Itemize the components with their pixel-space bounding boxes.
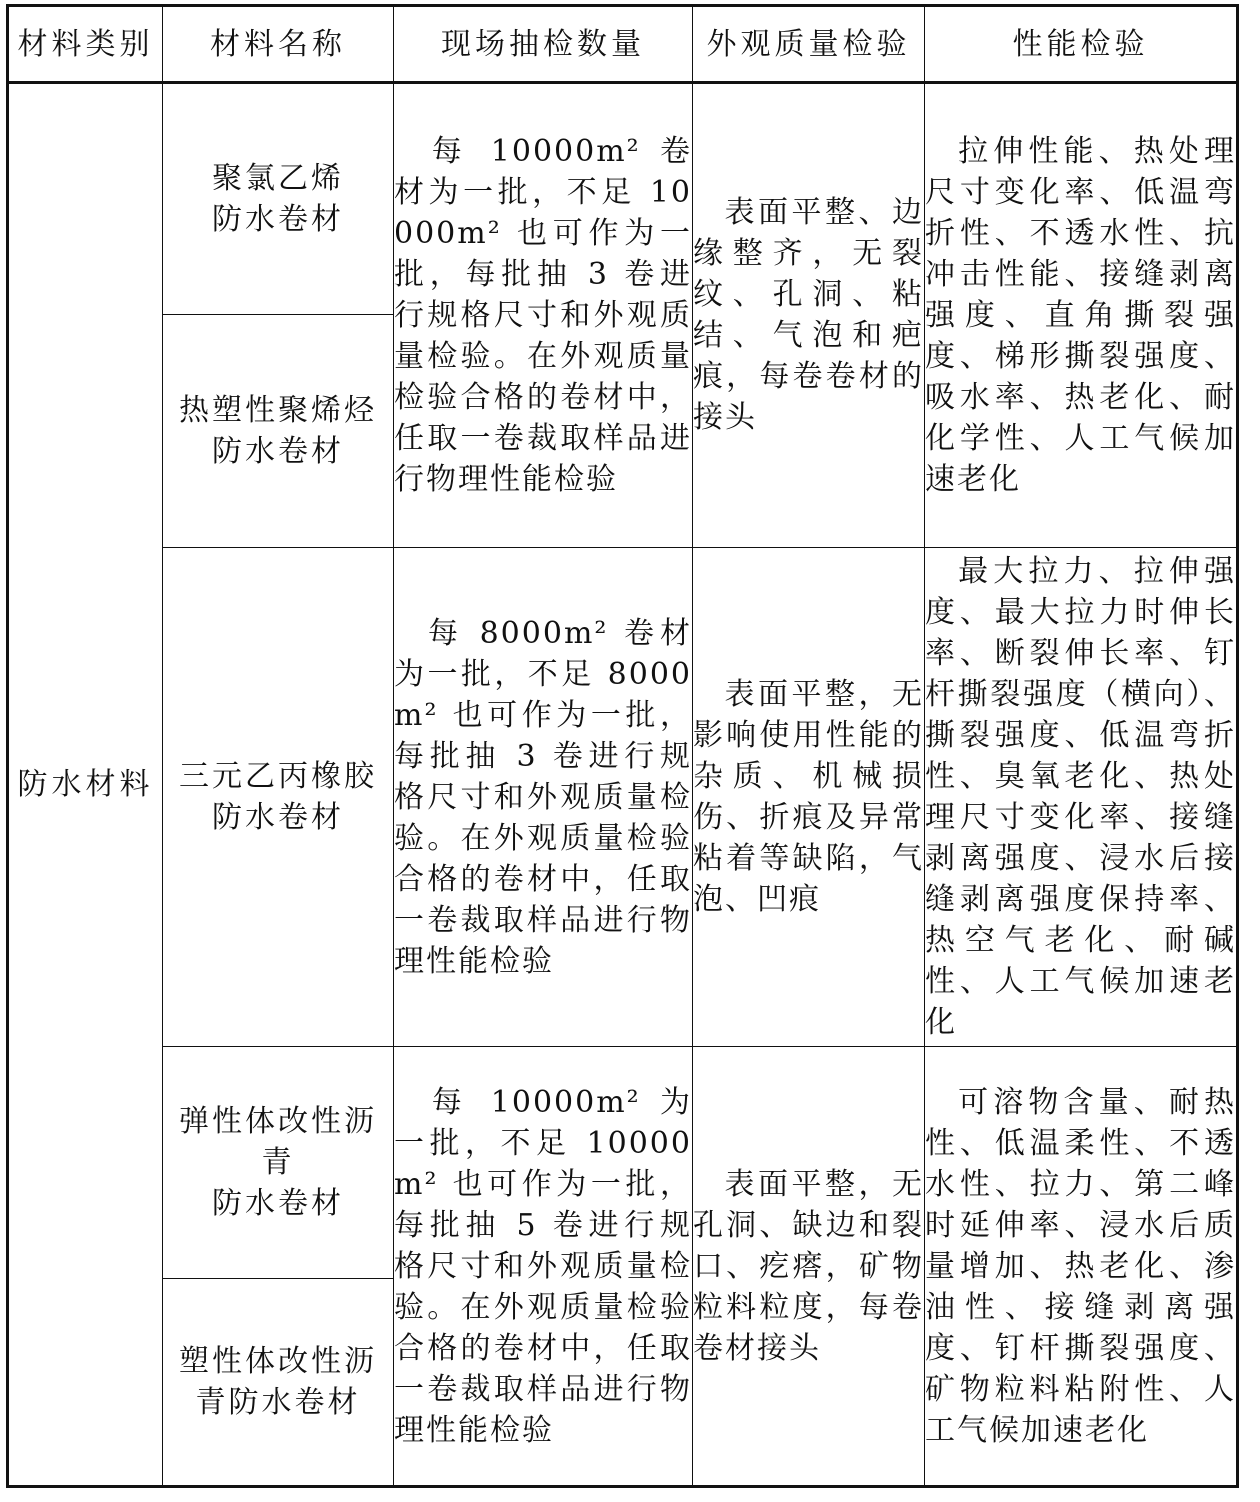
- sampling-text: 每 8000m² 卷材为一批，不足 8000m² 也可作为一批，每批抽 3 卷进行规格尺寸和外观质量检验。在外观质量检验合格的卷材中，任取一卷裁取样品进行物理性能检验: [394, 615, 692, 979]
- header-material-name: 材料名称: [163, 6, 394, 83]
- appearance-text: 表面平整、边缘整齐，无裂纹、孔洞、粘结、气泡和疤痕，每卷卷材的接头: [693, 195, 924, 436]
- header-performance-inspection: 性能检验: [925, 6, 1238, 83]
- material-name-line: 三元乙丙橡胶: [179, 759, 377, 794]
- performance-text: 最大拉力、拉伸强度、最大拉力时伸长率、断裂伸长率、钉杆撕裂强度（横向）、撕裂强度、低温弯折性、臭氧老化、热处理尺寸变化率、接缝剥离强度、浸水后接缝剥离强度保持率、热空气老化、耐碱性、人工气候加速老化: [925, 554, 1236, 1040]
- appearance-cell: [693, 1047, 925, 1487]
- material-name-cell: [163, 83, 394, 315]
- sampling-text: 每 10000m² 卷材为一批，不足 10000m² 也可作为一批，每批抽 3 卷进行规格尺寸和外观质量检验。在外观质量检验合格的卷材中，任取一卷裁取样品进行物理性能检验: [394, 133, 692, 497]
- sampling-quantity-cell: [394, 547, 693, 1046]
- material-name-cell: [163, 1047, 394, 1278]
- material-name-cell: [163, 1278, 394, 1486]
- material-name-cell: [163, 547, 394, 1046]
- material-name-line: 防水卷材: [212, 434, 344, 470]
- material-name-line: 青防水卷材: [195, 1384, 361, 1420]
- material-name-line: 防水卷材: [212, 1185, 344, 1221]
- header-row: [8, 6, 1238, 83]
- table-row: [8, 1047, 1238, 1278]
- material-name-line: 防水卷材: [212, 800, 344, 835]
- appearance-cell: [693, 83, 925, 548]
- material-name-line: 塑性体改性沥: [179, 1343, 377, 1379]
- table-row: [8, 83, 1238, 315]
- header-appearance-inspection: 外观质量检验: [693, 6, 925, 83]
- material-name-line: 防水卷材: [212, 202, 344, 238]
- header-sampling-quantity: 现场抽检数量: [394, 6, 693, 83]
- sampling-quantity-cell: [394, 1047, 693, 1487]
- material-name-cell: [163, 315, 394, 547]
- material-name-line: 弹性体改性沥青: [179, 1103, 377, 1180]
- header-material-category: 材料类别: [8, 6, 163, 83]
- appearance-text: 表面平整，无孔洞、缺边和裂口、疙瘩，矿物粒料粒度，每卷卷材接头: [693, 1166, 924, 1366]
- performance-cell: [925, 547, 1238, 1046]
- appearance-cell: [693, 547, 925, 1046]
- sampling-text: 每 10000m² 为一批，不足 10000m² 也可作为一批，每批抽 5 卷进行规格尺寸和外观质量检验。在外观质量检验合格的卷材中，任取一卷裁取样品进行物理性能检验: [394, 1084, 692, 1448]
- performance-cell: [925, 1047, 1238, 1487]
- material-name-line: 热塑性聚烯烃: [179, 393, 377, 429]
- sampling-quantity-cell: [394, 83, 693, 548]
- inspection-table: [6, 4, 1239, 1488]
- performance-cell: [925, 83, 1238, 548]
- material-name-line: 聚氯乙烯: [212, 161, 344, 197]
- performance-text: 可溶物含量、耐热性、低温柔性、不透水性、拉力、第二峰时延伸率、浸水后质量增加、热老化、渗油性、接缝剥离强度、钉杆撕裂强度、矿物粒料粘附性、人工气候加速老化: [925, 1084, 1236, 1448]
- table-row: [8, 547, 1238, 1046]
- performance-text: 拉伸性能、热处理尺寸变化率、低温弯折性、不透水性、抗冲击性能、接缝剥离强度、直角撕裂强度、梯形撕裂强度、吸水率、热老化、耐化学性、人工气候加速老化: [925, 133, 1236, 497]
- material-category-cell: 防水材料: [8, 83, 163, 1487]
- appearance-text: 表面平整，无影响使用性能的杂质、机械损伤、折痕及异常粘着等缺陷，气泡、凹痕: [693, 677, 924, 917]
